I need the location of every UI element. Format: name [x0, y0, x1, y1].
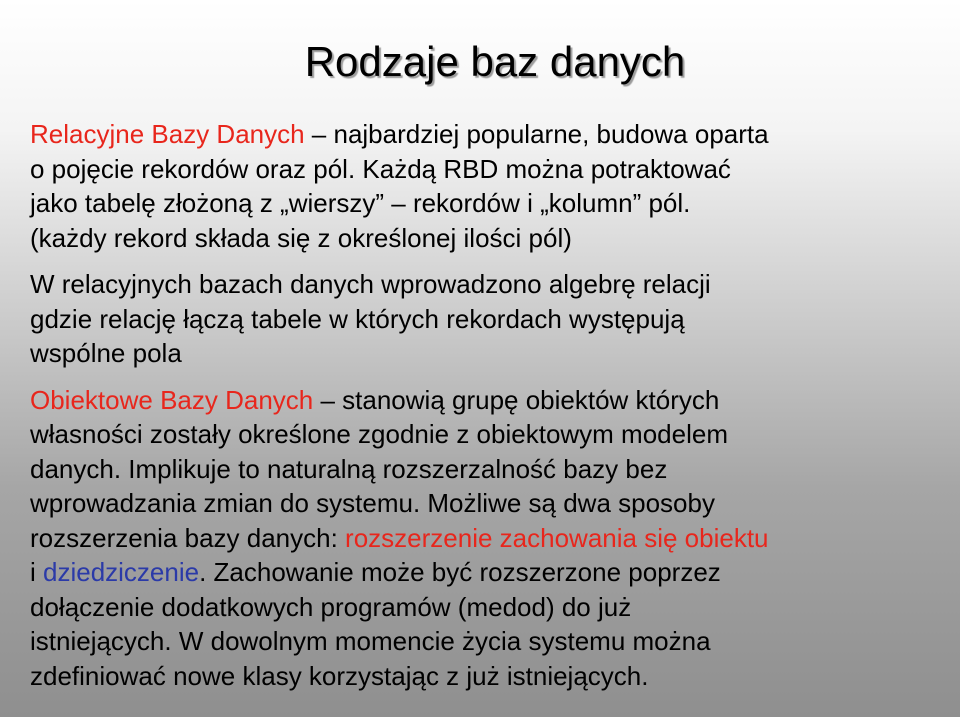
- text-line: [30, 267, 950, 302]
- paragraph-2: [30, 267, 950, 371]
- text-line: [30, 659, 950, 694]
- slide-body: [30, 117, 950, 693]
- highlighted-term: rozszerzenie zachowania się obiektu: [345, 522, 769, 553]
- text-segment: wprowadzania zmian do systemu. Możliwe są dwa sposoby: [30, 488, 715, 518]
- text-line: [30, 555, 950, 590]
- text-line: [30, 417, 950, 452]
- text-segment: gdzie relację łączą tabele w których rekordach występują: [30, 303, 685, 334]
- text-segment: . Zachowanie może być rozszerzone poprzez: [199, 557, 721, 587]
- highlighted-term: Relacyjne Bazy Danych: [30, 119, 305, 149]
- text-segment: wspólne pola: [30, 338, 182, 368]
- text-line: [30, 117, 950, 152]
- text-line: [30, 336, 950, 371]
- text-segment: – najbardziej popularne, budowa oparta: [304, 119, 769, 149]
- text-segment: (każdy rekord składa się z określonej ilości pól): [30, 222, 572, 253]
- text-segment: istniejących. W dowolnym momencie życia systemu można: [30, 626, 711, 656]
- text-line: [30, 186, 950, 221]
- text-segment: i: [30, 557, 43, 587]
- text-segment: dołączenie dodatkowych programów (medod) do już: [30, 591, 632, 622]
- paragraph-gap: [30, 255, 950, 267]
- text-line: [30, 452, 950, 487]
- text-line: [30, 521, 950, 556]
- text-line: [30, 221, 950, 256]
- text-line: [30, 383, 950, 418]
- text-segment: o pojęcie rekordów oraz pól. Każdą RBD można potraktować: [30, 153, 731, 184]
- text-segment: zdefiniować nowe klasy korzystając z już istniejących.: [30, 660, 649, 691]
- highlighted-term: dziedziczenie: [43, 557, 200, 587]
- text-line: [30, 486, 950, 521]
- text-segment: rozszerzenia bazy danych:: [30, 522, 346, 553]
- paragraph-3: [30, 383, 950, 694]
- text-segment: W relacyjnych bazach danych wprowadzono algebrę relacji: [30, 269, 711, 299]
- slide-title: Rodzaje baz danych: [304, 38, 686, 85]
- paragraph-gap: [30, 371, 950, 383]
- text-segment: jako tabelę złożoną z „wierszy” – rekordów i „kolumn” pól.: [30, 188, 691, 218]
- text-line: [30, 624, 950, 659]
- text-segment: danych. Implikuje to naturalną rozszerzalność bazy bez: [30, 453, 668, 484]
- text-segment: – stanowią grupę obiektów których: [313, 384, 720, 415]
- text-line: [30, 590, 950, 625]
- text-segment: własności zostały określone zgodnie z obiektowym modelem: [30, 419, 728, 449]
- paragraph-1: [30, 117, 950, 255]
- text-line: [30, 152, 950, 187]
- highlighted-term: Obiektowe Bazy Danych: [30, 384, 314, 415]
- text-line: [30, 302, 950, 337]
